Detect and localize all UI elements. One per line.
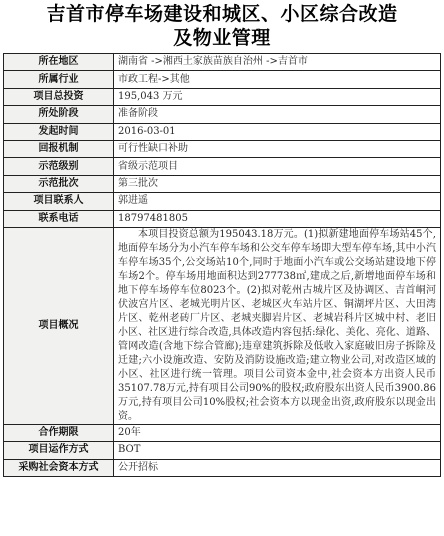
label-stage: 所处阶段 bbox=[4, 106, 114, 123]
value-total-investment: 195,043 万元 bbox=[114, 88, 441, 105]
row-demo-batch bbox=[4, 175, 441, 192]
label-demo-level: 示范级别 bbox=[4, 158, 114, 175]
value-demo-batch: 第三批次 bbox=[114, 175, 441, 192]
label-total-investment: 项目总投资 bbox=[4, 88, 114, 105]
value-operation-mode: BOT bbox=[114, 442, 441, 459]
value-contact-person: 郭进遥 bbox=[114, 193, 441, 210]
row-operation-mode bbox=[4, 442, 441, 459]
label-operation-mode: 项目运作方式 bbox=[4, 442, 114, 459]
value-region: 湖南省 ->湘西土家族苗族自治州 ->吉首市 bbox=[114, 54, 441, 71]
label-industry: 所属行业 bbox=[4, 71, 114, 88]
value-stage: 准备阶段 bbox=[114, 106, 441, 123]
label-start-date: 发起时间 bbox=[4, 123, 114, 140]
label-contact-person: 项目联系人 bbox=[4, 193, 114, 210]
document-title bbox=[3, 2, 441, 52]
row-start-date bbox=[4, 123, 441, 140]
label-contact-phone: 联系电话 bbox=[4, 210, 114, 227]
value-cooperation-period: 20年 bbox=[114, 424, 441, 441]
row-return-mechanism bbox=[4, 140, 441, 157]
value-overview: 本项目投资总额为195043.18万元。(1)拟新建地面停车场站45个,地面停车场分为小汽车停车场和公交车停车场即大型车停车场,其中小汽车停车场35个,公交场站10个,同时于地面小汽车或公交场站建设地下停车场2个。停车场用地面积达到277738㎡,建成之后,新增地面停车场和地下停车场停车位8023个。(2)拟对乾州古城片区及协调区、吉首峒河伏波宫片区、老城光明片区、老城区火车站片区、铜湖坪片区、大田湾片区、乾州老砖厂片区、老城夹脚岩片区、老城岩科片区城中村、老旧小区、社区进行综合改造,具体改造内容包括:绿化、美化、亮化、道路、管网改造(含地下综合管廊);违章建筑拆除及低收入家庭破旧房子拆除及迁建;六小设施改造、安防及消防设施改造;建立物业公司,对改造区域的小区、社区进行统一管理。项目公司资本金中,社会资本方出资人民币35107.78万元,持有项目公司90%的股权;政府股东出资人民币3900.86万元,持有项目公司10%股权;社会资本方以现金出资,政府股东以现金出资。 bbox=[114, 227, 441, 424]
row-total-investment bbox=[4, 88, 441, 105]
row-stage bbox=[4, 106, 441, 123]
row-overview bbox=[4, 227, 441, 424]
value-demo-level: 省级示范项目 bbox=[114, 158, 441, 175]
label-demo-batch: 示范批次 bbox=[4, 175, 114, 192]
value-industry: 市政工程->其他 bbox=[114, 71, 441, 88]
value-return-mechanism: 可行性缺口补助 bbox=[114, 140, 441, 157]
row-procurement-method bbox=[4, 459, 441, 476]
label-procurement-method: 采购社会资本方式 bbox=[4, 459, 114, 476]
row-demo-level bbox=[4, 158, 441, 175]
row-contact-person bbox=[4, 193, 441, 210]
row-industry bbox=[4, 71, 441, 88]
row-contact-phone bbox=[4, 210, 441, 227]
label-cooperation-period: 合作期限 bbox=[4, 424, 114, 441]
value-procurement-method: 公开招标 bbox=[114, 459, 441, 476]
title-line-1: 吉首市停车场建设和城区、小区综合改造 bbox=[46, 3, 398, 25]
row-region bbox=[4, 54, 441, 71]
value-contact-phone: 18797481805 bbox=[114, 210, 441, 227]
label-overview: 项目概况 bbox=[4, 227, 114, 424]
row-cooperation-period bbox=[4, 424, 441, 441]
value-start-date: 2016-03-01 bbox=[114, 123, 441, 140]
project-info-table bbox=[3, 53, 441, 477]
title-line-2: 及物业管理 bbox=[173, 27, 271, 49]
label-return-mechanism: 回报机制 bbox=[4, 140, 114, 157]
label-region: 所在地区 bbox=[4, 54, 114, 71]
